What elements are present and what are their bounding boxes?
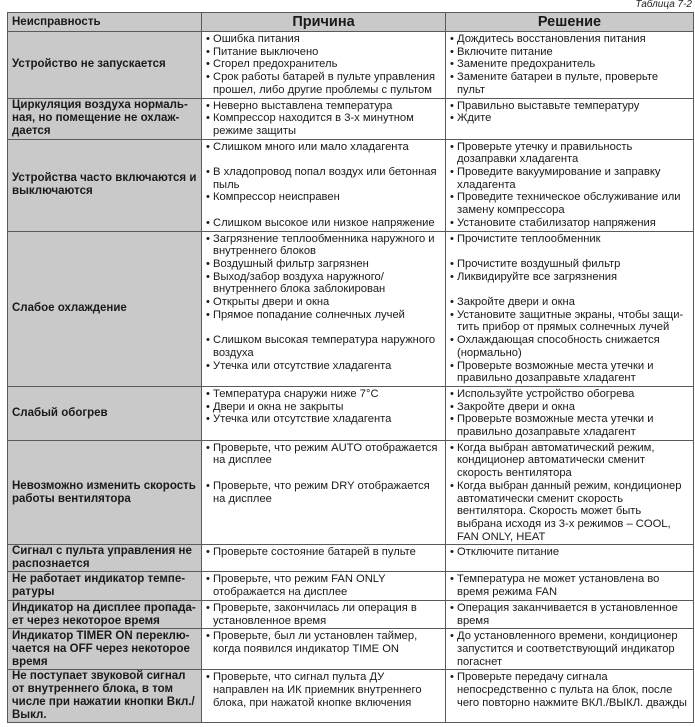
cause-item: • Питание выключено [206, 46, 441, 59]
cause-item: • Прямое попадание солнечных лучей [206, 309, 441, 322]
cause-item: • Компрессор находится в 3-х минутном режиме защиты [206, 112, 441, 137]
cause-item: • Проверьте, что режим FAN ONLY отображается на дисплее [206, 573, 441, 598]
fault-cell: Устройства часто включаются и выключаются [8, 139, 202, 231]
cause-cell [202, 670, 446, 723]
cause-item: • Открыты двери и окна [206, 296, 441, 309]
solution-item: • Проверьте возможные места утечки и правильно дозаправьте хладагент [450, 360, 689, 385]
solution-list [450, 601, 689, 628]
troubleshooting-table [7, 12, 694, 723]
fault-cell: Слабый обогрев [8, 386, 202, 440]
fault-cell: Не работает индикатор темпе- ратуры [8, 572, 202, 600]
cause-item: • Температура снаружи ниже 7°C [206, 388, 441, 401]
fault-cell: Индикатор на дисплее пропада- ет через некоторое время [8, 600, 202, 628]
solution-item: • Проверьте возможные места утечки и правильно дозаправьте хладагент [450, 413, 689, 438]
solution-list [450, 140, 689, 231]
table-row [8, 572, 694, 600]
cause-item: • Утечка или отсутствие хладагента [206, 360, 441, 373]
solution-item: • Используйте устройство обогрева [450, 388, 689, 401]
table-row [8, 600, 694, 628]
solution-cell [446, 231, 694, 386]
cause-item: • Проверьте, закончилась ли операция в установленное время [206, 602, 441, 627]
solution-item: • Закройте двери и окна [450, 296, 689, 309]
solution-item: • Прочистите теплообменник [450, 233, 689, 246]
cause-cell [202, 386, 446, 440]
cause-item: • Сгорел предохранитель [206, 58, 441, 71]
solution-item: • Замените предохранитель [450, 58, 689, 71]
cause-item: • Загрязнение теплообменника наружного и внутреннего блоков [206, 233, 441, 258]
solution-list [450, 387, 689, 440]
solution-cell [446, 572, 694, 600]
cause-item: • Двери и окна не закрыты [206, 401, 441, 414]
table-row [8, 231, 694, 386]
cause-list [206, 441, 441, 507]
cause-cell [202, 98, 446, 139]
cause-cell [202, 231, 446, 386]
solution-item: • Ликвидируйте все загрязнения [450, 271, 689, 284]
solution-item: • Правильно выставьте температуру [450, 100, 689, 113]
cause-cell [202, 32, 446, 99]
cause-item: • Слишком много или мало хладагента [206, 141, 441, 154]
solution-item: • Охлаждающая способность снижается (нормально) [450, 334, 689, 359]
header-cause: Причина [202, 13, 446, 32]
solution-item: • Температура не может установлена во время режима FAN [450, 573, 689, 598]
cause-item: • Неверно выставлена температура [206, 100, 441, 113]
solution-item: • Дождитесь восстановления питания [450, 33, 689, 46]
cause-item: • Проверьте, был ли установлен таймер, когда появился индикатор TIME ON [206, 630, 441, 655]
cause-cell [202, 629, 446, 670]
cause-cell [202, 139, 446, 231]
table-row [8, 670, 694, 723]
fault-cell: Индикатор TIMER ON переклю- чается на OFF через некоторое время [8, 629, 202, 670]
fault-cell: Сигнал с пульта управления не распознается [8, 545, 202, 572]
cause-cell [202, 572, 446, 600]
cause-list [206, 232, 441, 374]
table-row [8, 386, 694, 440]
cause-list [206, 99, 441, 139]
solution-cell [446, 629, 694, 670]
solution-item: • Ждите [450, 112, 689, 125]
cause-cell [202, 600, 446, 628]
table-row [8, 629, 694, 670]
solution-item: • Когда выбран автоматический режим, кондиционер автоматически сменит скорость вентилятора [450, 442, 689, 480]
cause-list [206, 629, 441, 656]
cause-cell [202, 545, 446, 572]
header-fault: Неисправность [8, 13, 202, 32]
solution-item: • Проверьте передачу сигнала непосредственно с пульта на блок, после чего повторно нажмите ВКЛ./ВЫКЛ. дважды [450, 671, 689, 709]
solution-cell [446, 98, 694, 139]
cause-list [206, 601, 441, 628]
fault-cell: Невозможно изменить скорость работы вентилятора [8, 440, 202, 545]
fault-cell: Циркуляция воздуха нормаль- ная, но помещение не охлаж- дается [8, 98, 202, 139]
solution-list [450, 232, 689, 386]
table-header-row [8, 13, 694, 32]
cause-list [206, 140, 441, 231]
solution-item: • Закройте двери и окна [450, 401, 689, 414]
cause-list [206, 32, 441, 98]
solution-cell [446, 545, 694, 572]
cause-item: • Утечка или отсутствие хладагента [206, 413, 441, 426]
solution-list [450, 545, 689, 560]
fault-cell: Не поступает звуковой сигнал от внутреннего блока, в том числе при нажатии кнопки Вкл./Выкл. [8, 670, 202, 723]
solution-cell [446, 32, 694, 99]
solution-list [450, 572, 689, 599]
cause-item: • Слишком высокая температура наружного воздуха [206, 334, 441, 359]
solution-cell [446, 440, 694, 545]
solution-list [450, 32, 689, 98]
solution-item: • Проведите техническое обслуживание или замену компрессора [450, 191, 689, 216]
solution-list [450, 670, 689, 710]
solution-list [450, 441, 689, 545]
table-caption: Таблица 7-2 [635, 0, 692, 10]
header-solution: Решение [446, 13, 694, 32]
solution-item: • Прочистите воздушный фильтр [450, 258, 689, 271]
solution-item: • Установите стабилизатор напряжения [450, 217, 689, 230]
cause-item: • Проверьте, что режим DRY отображается на дисплее [206, 480, 441, 505]
cause-item: • Срок работы батарей в пульте управления прошел, либо другие проблемы с пультом [206, 71, 441, 96]
solution-item: • Установите защитные экраны, чтобы защи- тить прибор от прямых солнечных лучей [450, 309, 689, 334]
cause-item: • Проверьте, что сигнал пульта ДУ направлен на ИК приемник внутреннего блока, при нажатой кнопке включения [206, 671, 441, 709]
cause-list [206, 572, 441, 599]
solution-list [450, 99, 689, 126]
solution-item: • Включите питание [450, 46, 689, 59]
solution-cell [446, 386, 694, 440]
table-row [8, 98, 694, 139]
solution-cell [446, 670, 694, 723]
solution-item: • Отключите питание [450, 546, 689, 559]
cause-item: • Слишком высокое или низкое напряжение [206, 217, 441, 230]
cause-item: • Воздушный фильтр загрязнен [206, 258, 441, 271]
solution-list [450, 629, 689, 669]
cause-item: • Ошибка питания [206, 33, 441, 46]
cause-list [206, 670, 441, 710]
fault-cell: Слабое охлаждение [8, 231, 202, 386]
cause-cell [202, 440, 446, 545]
cause-item: • Компрессор неисправен [206, 191, 441, 204]
cause-item: • Проверьте, что режим AUTO отображается на дисплее [206, 442, 441, 467]
solution-item: • Операция заканчивается в установленное время [450, 602, 689, 627]
solution-cell [446, 600, 694, 628]
table-row [8, 139, 694, 231]
solution-item: • Проверьте утечку и правильность дозаправки хладагента [450, 141, 689, 166]
solution-item: • До установленного времени, кондиционер запустится и соответствующий индикатор погаснет [450, 630, 689, 668]
cause-list [206, 387, 441, 427]
table-row [8, 545, 694, 572]
solution-cell [446, 139, 694, 231]
cause-item: • В хладопровод попал воздух или бетонная пыль [206, 166, 441, 191]
cause-item: • Проверьте состояние батарей в пульте [206, 546, 441, 559]
table-row [8, 440, 694, 545]
cause-list [206, 545, 441, 560]
table-row [8, 32, 694, 99]
solution-item: • Замените батареи в пульте, проверьте пульт [450, 71, 689, 96]
solution-item: • Когда выбран данный режим, кондиционер автоматически сменит скорость вентилятора. Скорость может быть выбрана исходя из 3-х режимов – COOL, FAN ONLY, HEAT [450, 480, 689, 544]
solution-item: • Проведите вакуумирование и заправку хладагента [450, 166, 689, 191]
cause-item: • Выход/забор воздуха наружного/ внутреннего блока заблокирован [206, 271, 441, 296]
fault-cell: Устройство не запускается [8, 32, 202, 99]
